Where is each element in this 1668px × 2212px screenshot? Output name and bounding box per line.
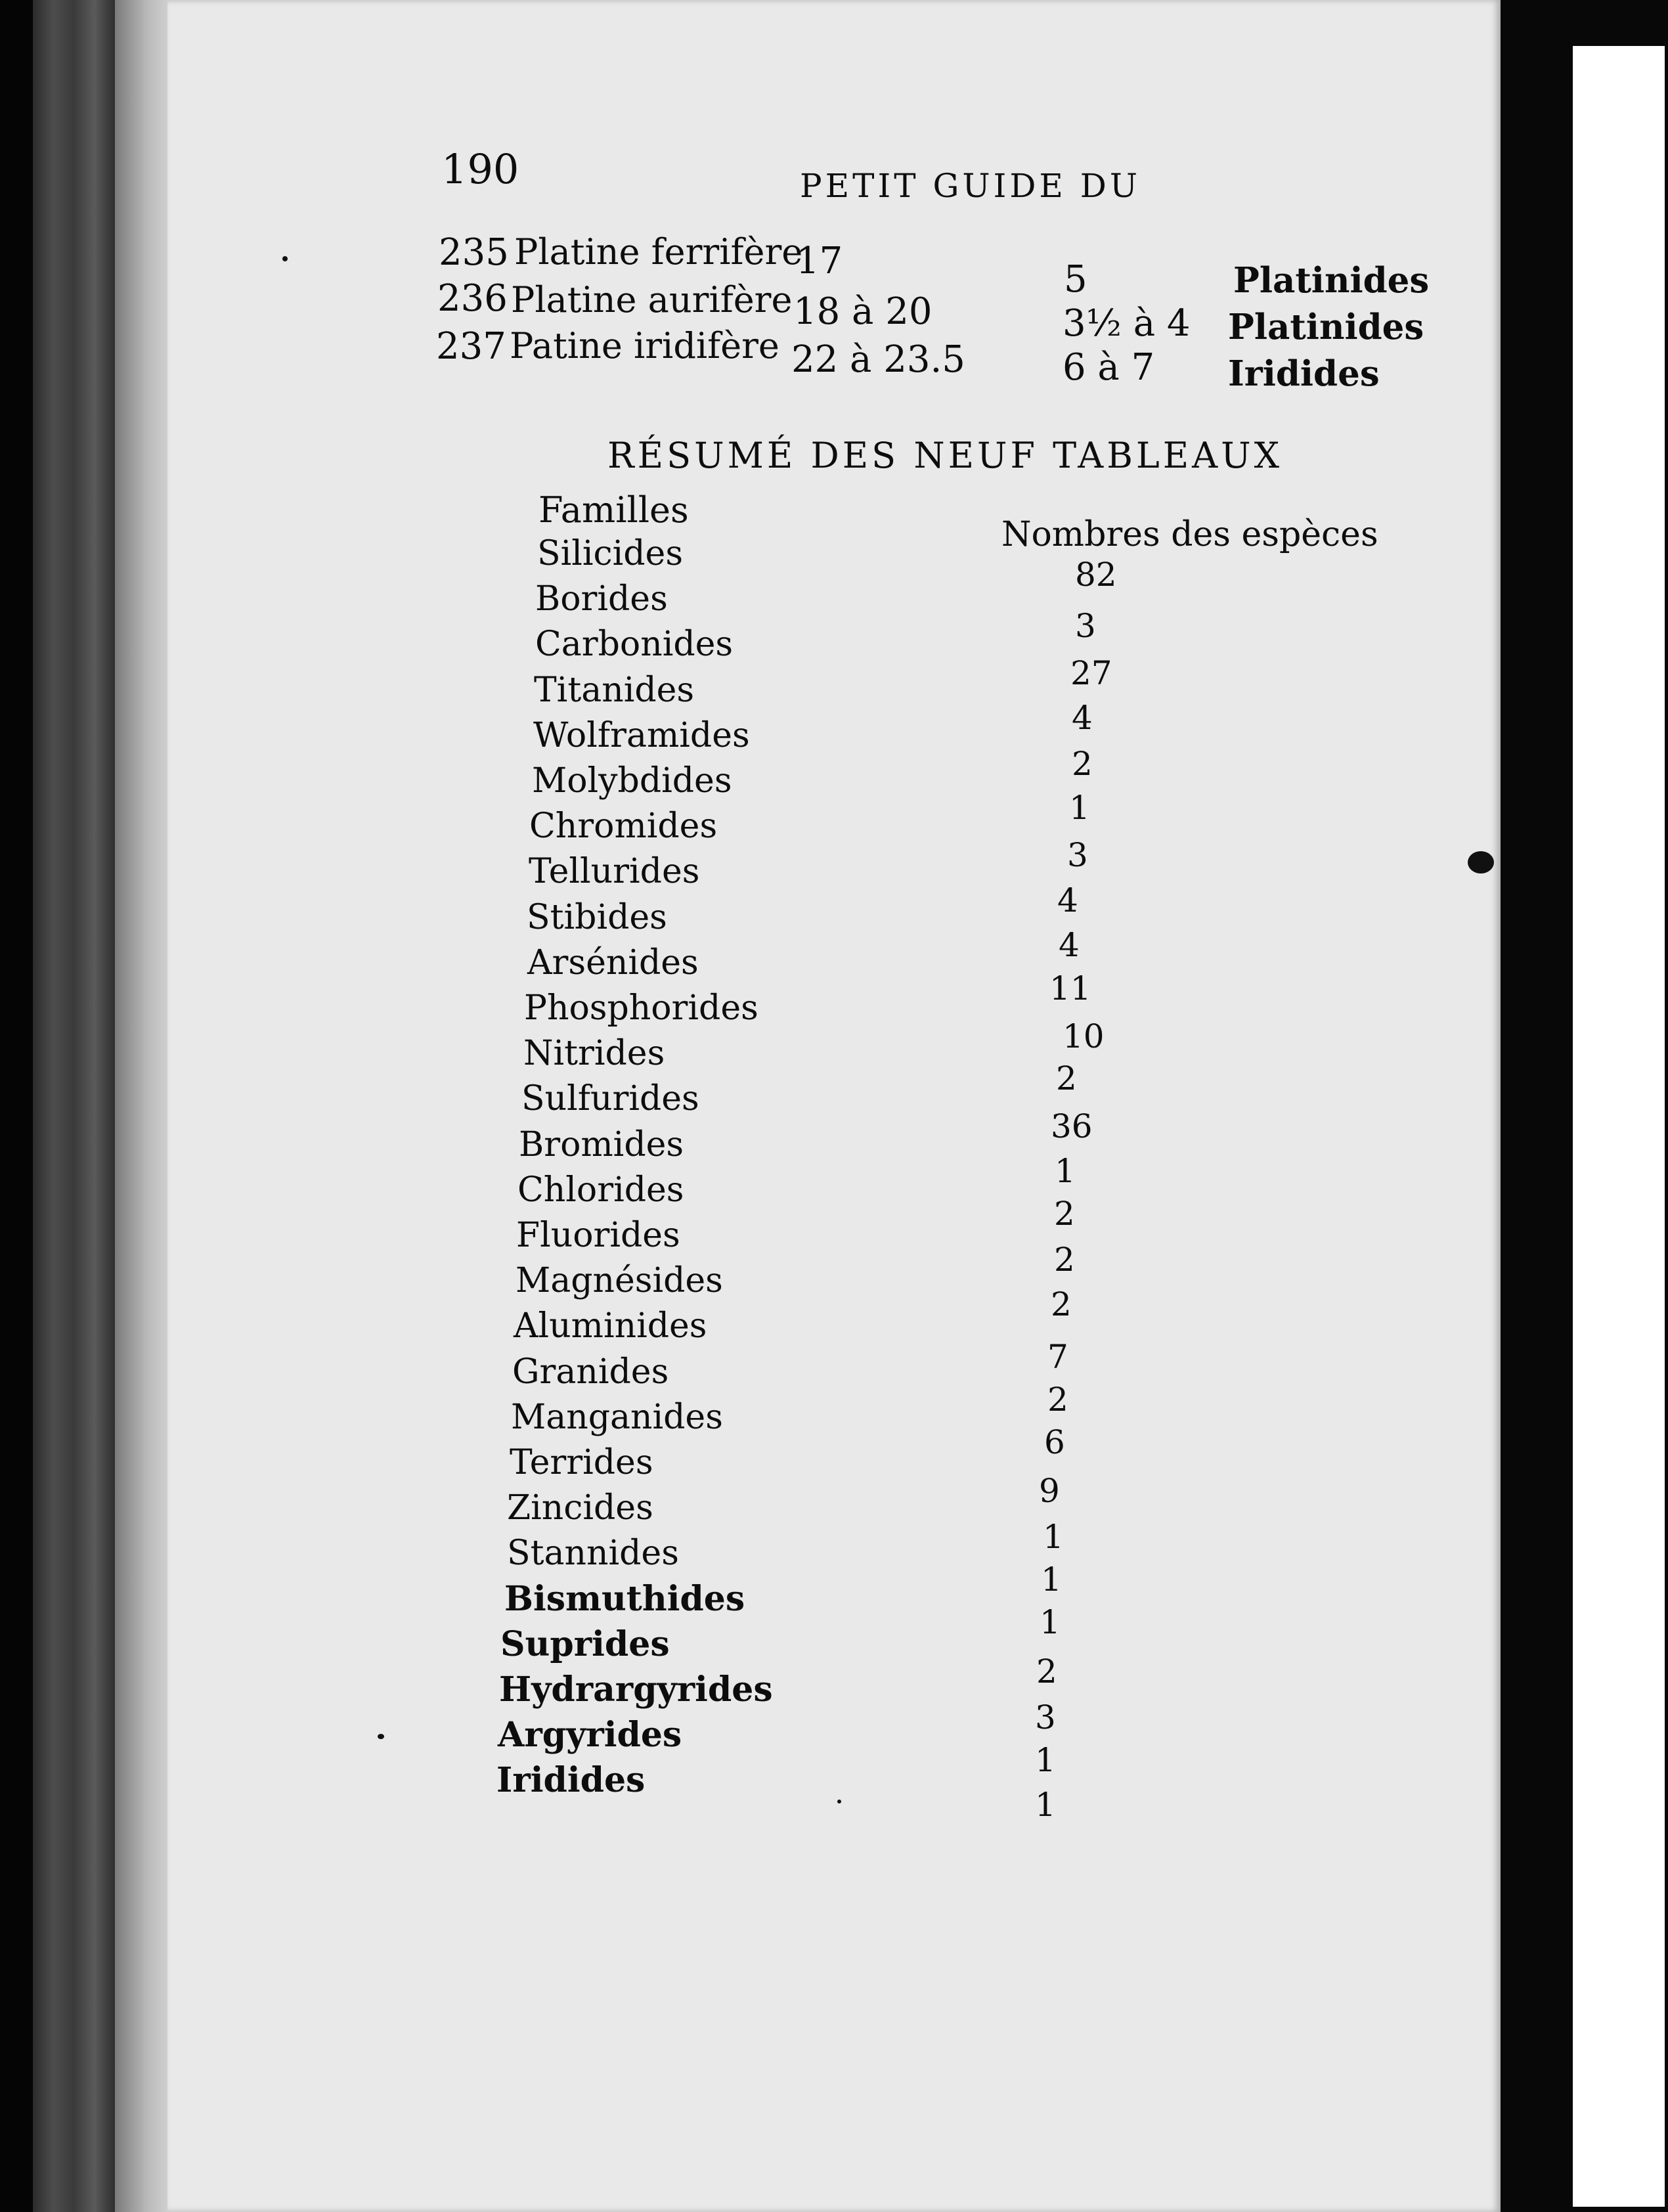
page-number: 190: [441, 145, 519, 193]
family-name: Granides: [512, 1352, 669, 1392]
species-family: Platinides: [1233, 260, 1430, 301]
family-name: Silicides: [537, 534, 684, 573]
binding-shadow: [0, 0, 33, 2212]
family-name: Stannides: [507, 1534, 679, 1573]
ink-speck: [837, 1800, 841, 1803]
species-count: 10: [1063, 1017, 1105, 1055]
species-count: 1: [1055, 1152, 1076, 1190]
family-name: Titanides: [534, 671, 695, 710]
family-name: Hydrargyrides: [499, 1670, 773, 1710]
species-hardness: 6 à 7: [1063, 346, 1155, 389]
species-density: 18 à 20: [793, 290, 933, 333]
species-count: 1: [1035, 1741, 1056, 1779]
species-count: 4: [1057, 881, 1078, 919]
species-number: 237: [436, 325, 506, 368]
family-name: Arsénides: [527, 943, 699, 983]
species-name: Patine iridifère: [510, 325, 779, 366]
species-family: Iridides: [1228, 353, 1380, 394]
family-name: Manganides: [511, 1398, 723, 1437]
species-count: 82: [1075, 556, 1117, 594]
species-count: 2: [1056, 1059, 1077, 1097]
family-name: Zincides: [507, 1488, 653, 1528]
species-hardness: 5: [1064, 258, 1087, 301]
family-name: Chromides: [529, 807, 718, 846]
species-count: 1: [1041, 1560, 1062, 1599]
species-number: 236: [437, 277, 508, 320]
family-name: Suprides: [500, 1624, 670, 1664]
species-count: 3: [1035, 1698, 1056, 1736]
family-name: Borides: [535, 579, 668, 619]
family-name: Magnésides: [516, 1261, 723, 1300]
family-name: Bromides: [519, 1125, 684, 1164]
family-name: Sulfurides: [521, 1079, 699, 1118]
ink-speck: [378, 1734, 384, 1739]
family-name: Chlorides: [517, 1170, 684, 1210]
family-name: Molybdides: [532, 761, 732, 801]
family-name: Bismuthides: [504, 1579, 745, 1619]
resume-title: RÉSUMÉ DES NEUF TABLEAUX: [607, 435, 1283, 476]
species-count: 3: [1075, 607, 1096, 645]
species-hardness: 3½ à 4: [1063, 302, 1191, 345]
family-name: Fluorides: [516, 1216, 680, 1255]
species-count: 2: [1047, 1381, 1068, 1419]
families-column-header: Familles: [538, 489, 689, 531]
species-number: 235: [439, 231, 509, 274]
species-name: Platine ferrifère: [514, 231, 803, 273]
species-name: Platine aurifère: [511, 279, 793, 321]
family-name: Stibides: [527, 898, 667, 937]
species-count: 1: [1069, 789, 1090, 827]
species-density: 17: [796, 240, 843, 282]
next-page-strip: [1573, 46, 1665, 2207]
book-spine: [33, 0, 115, 2212]
family-name: Phosphorides: [524, 988, 758, 1028]
counts-column-header: Nombres des espèces: [1001, 515, 1378, 554]
species-count: 4: [1072, 699, 1093, 737]
species-count: 2: [1054, 1241, 1075, 1279]
species-count: 2: [1072, 745, 1093, 783]
family-name: Carbonides: [535, 625, 734, 664]
species-count: 27: [1070, 654, 1112, 692]
species-count: 7: [1047, 1338, 1068, 1376]
species-count: 1: [1040, 1603, 1061, 1641]
species-count: 1: [1043, 1518, 1064, 1556]
species-count: 6: [1044, 1423, 1065, 1461]
species-count: 4: [1059, 926, 1080, 964]
family-name: Argyrides: [498, 1715, 682, 1755]
species-count: 2: [1051, 1285, 1072, 1323]
family-name: Aluminides: [514, 1306, 707, 1346]
species-count: 9: [1039, 1472, 1060, 1510]
running-head: PETIT GUIDE DU: [800, 167, 1141, 205]
species-count: 3: [1067, 836, 1088, 874]
family-name: Tellurides: [529, 852, 700, 891]
species-count: 1: [1035, 1786, 1056, 1824]
species-family: Platinides: [1228, 307, 1424, 347]
species-count: 2: [1036, 1652, 1057, 1691]
ink-speck: [282, 256, 288, 261]
family-name: Wolframides: [533, 716, 750, 755]
ink-speck: [1468, 851, 1494, 874]
species-count: 2: [1054, 1195, 1075, 1233]
family-name: Terrides: [510, 1443, 653, 1482]
family-name: Nitrides: [523, 1034, 665, 1073]
family-name: Iridides: [496, 1760, 646, 1800]
species-count: 11: [1049, 969, 1091, 1007]
page-edge: [115, 0, 167, 2212]
species-density: 22 à 23.5: [791, 338, 965, 381]
species-count: 36: [1051, 1107, 1093, 1145]
